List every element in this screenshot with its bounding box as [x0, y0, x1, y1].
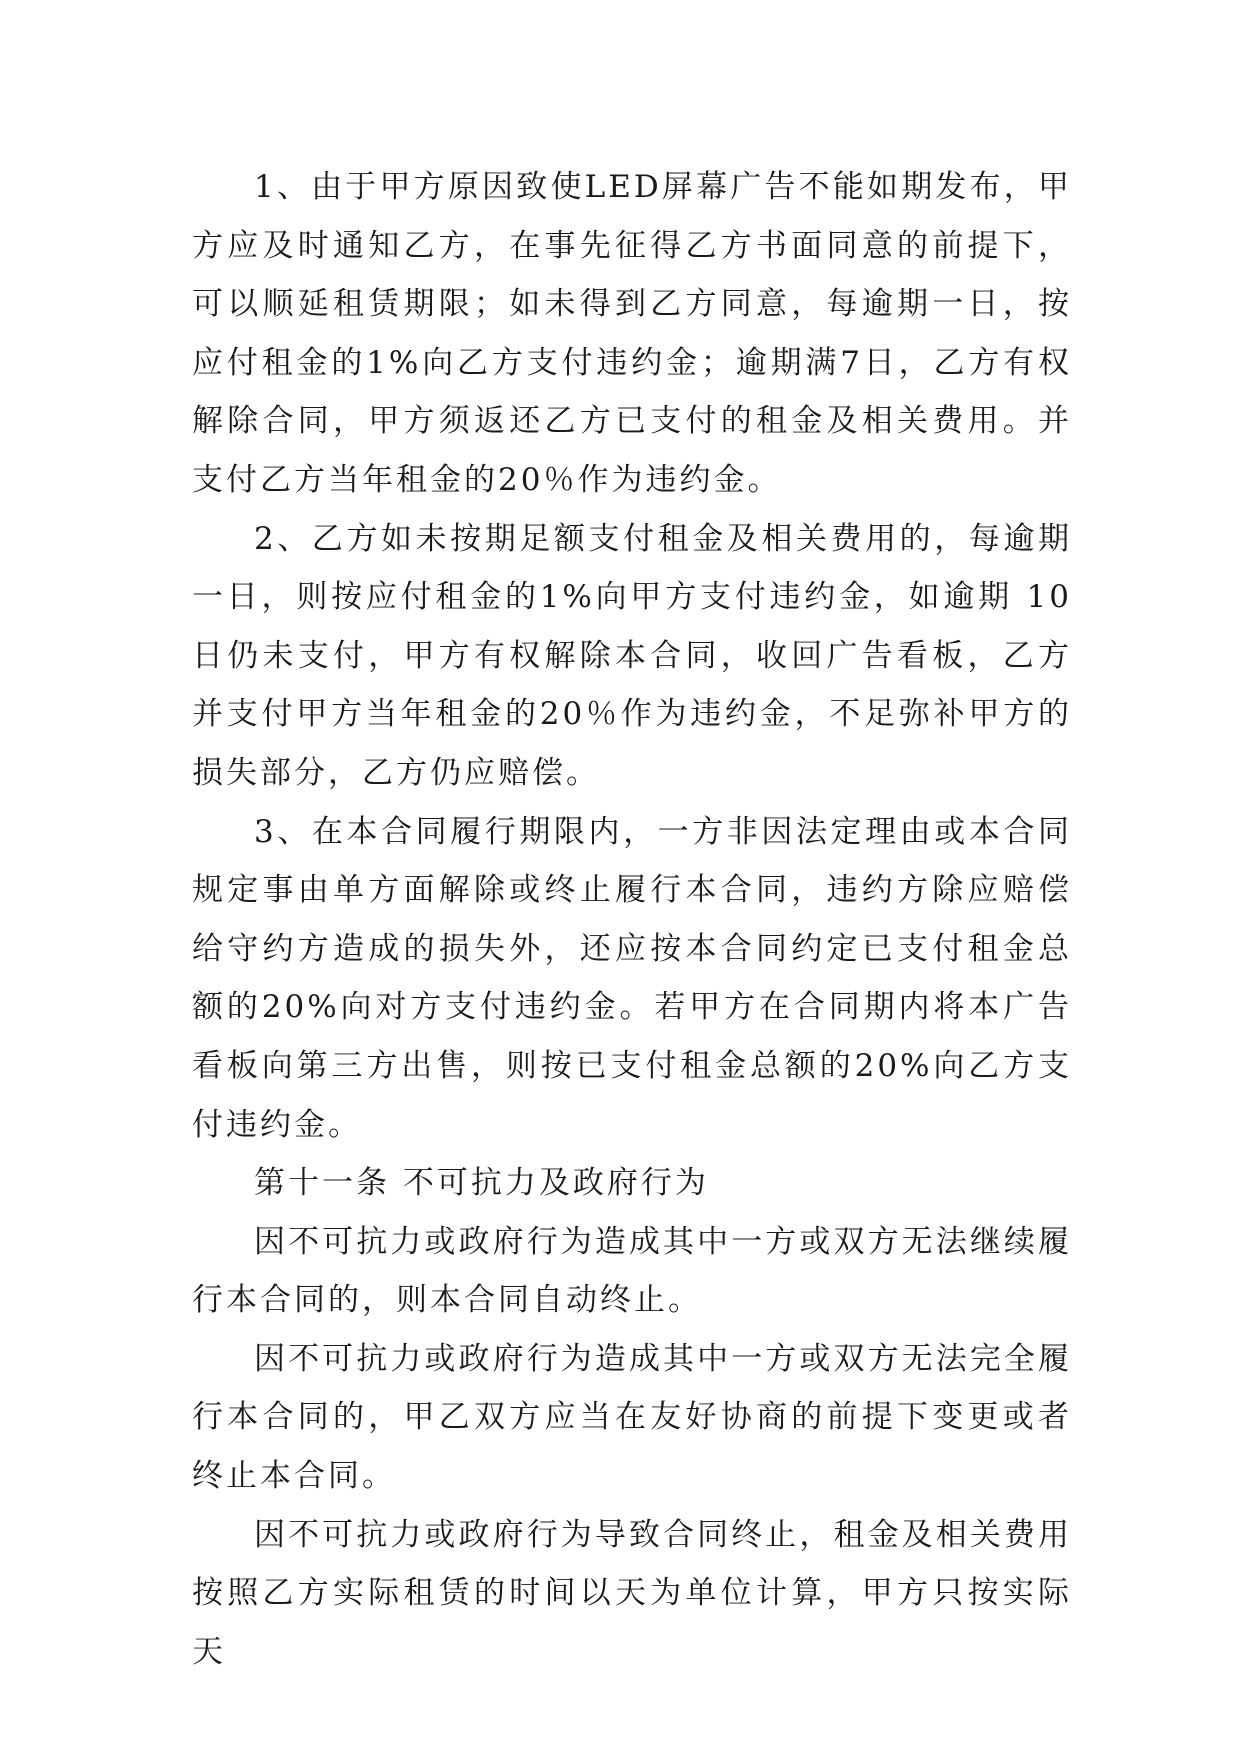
force-majeure-paragraph-1: 因不可抗力或政府行为造成其中一方或双方无法继续履行本合同的，则本合同自动终止。 [192, 1223, 1072, 1319]
clause-2-paragraph: 2、乙方如未按期足额支付租金及相关费用的，每逾期一日，则按应付租金的1%向甲方支付违约金，如逾期 10日仍未支付，甲方有权解除本合同，收回广告看板，乙方并支付甲方当年租金的20％作为违约金，不足弥补甲方的损失部分，乙方仍应赔偿。 [192, 520, 1072, 791]
section-heading: 第十一条 不可抗力及政府行为 [254, 1165, 709, 1202]
force-majeure-paragraph-3: 因不可抗力或政府行为导致合同终止，租金及相关费用按照乙方实际租赁的时间以天为单位计算，甲方只按实际天 [192, 1516, 1072, 1670]
document-body [192, 158, 1072, 1681]
force-majeure-paragraph-2: 因不可抗力或政府行为造成其中一方或双方无法完全履行本合同的，甲乙双方应当在友好协商的前提下变更或者终止本合同。 [192, 1340, 1072, 1495]
clause-1-paragraph: 1、由于甲方原因致使LED屏幕广告不能如期发布，甲方应及时通知乙方，在事先征得乙方书面同意的前提下，可以顺延租赁期限；如未得到乙方同意，每逾期一日，按应付租金的1%向乙方支付违约金；逾期满7日，乙方有权解除合同，甲方须返还乙方已支付的租金及相关费用。并支付乙方当年租金的20％作为违约金。 [192, 169, 1072, 498]
clause-3-paragraph: 3、在本合同履行期限内，一方非因法定理由或本合同规定事由单方面解除或终止履行本合同，违约方除应赔偿给守约方造成的损失外，还应按本合同约定已支付租金总额的20%向对方支付违约金。若甲方在合同期内将本广告看板向第三方出售，则按已支付租金总额的20%向乙方支付违约金。 [192, 813, 1072, 1143]
